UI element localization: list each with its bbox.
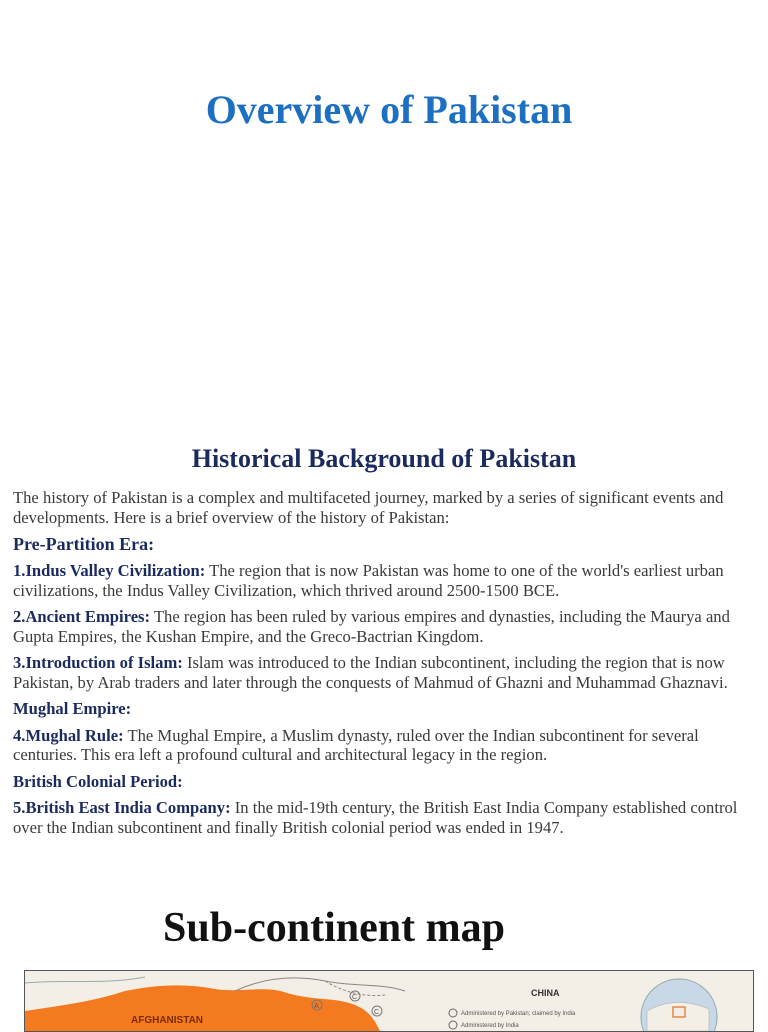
afghanistan-label: AFGHANISTAN xyxy=(131,1015,204,1026)
intro-paragraph: The history of Pakistan is a complex and multifaceted journey, marked by a series of significant events and developments. Here is a brief overview of the history of Pakistan: xyxy=(13,488,724,527)
map-graphic xyxy=(25,971,753,1031)
item-label: 1.Indus Valley Civilization: xyxy=(13,561,206,580)
list-item xyxy=(13,798,755,837)
map-title: Sub-continent map xyxy=(163,905,505,951)
list-item xyxy=(13,607,755,646)
era-heading-mughal: Mughal Empire: xyxy=(13,699,132,718)
item-label: 4.Mughal Rule: xyxy=(13,725,124,745)
subcontinent-map xyxy=(24,970,754,1032)
legend-b-text: Administered by India xyxy=(461,1023,519,1029)
marker-a-letter: A xyxy=(314,1003,319,1010)
era-heading-british: British Colonial Period: xyxy=(13,771,183,791)
era-heading-pre-partition: Pre-Partition Era: xyxy=(13,534,155,554)
item-text: The region that is now Pakistan was home to one of the world's earliest urban civilizations, the Indus Valley Civilization, which thrived around 2500-1500 BCE. xyxy=(13,561,724,600)
list-item xyxy=(13,726,755,765)
section-heading: Historical Background of Pakistan xyxy=(191,444,577,473)
item-text: In the mid-19th century, the British East India Company established control over the Indian subcontinent and finally British colonial period was ended in 1947. xyxy=(13,798,738,837)
history-content xyxy=(13,488,755,844)
page-title: Overview of Pakistan xyxy=(205,87,573,132)
item-label: 5.British East India Company: xyxy=(13,798,231,817)
marker-c2-letter: C xyxy=(374,1009,380,1016)
item-text: The region has been ruled by various empires and dynasties, including the Maurya and Gupta Empires, the Kushan Empire, and the Greco-Bactrian Kingdom. xyxy=(13,607,730,646)
list-item xyxy=(13,561,755,600)
legend-a-text: Administered by Pakistan; claimed by India xyxy=(461,1011,576,1017)
list-item xyxy=(13,653,755,692)
marker-c-letter: C xyxy=(352,994,358,1001)
item-label: 2.Ancient Empires: xyxy=(13,607,151,626)
china-label: CHINA xyxy=(531,988,560,998)
item-text: The Mughal Empire, a Muslim dynasty, ruled over the Indian subcontinent for several centuries. This era left a profound cultural and architectural legacy in the region. xyxy=(13,725,699,764)
item-label: 3.Introduction of Islam: xyxy=(13,653,183,672)
item-text: Islam was introduced to the Indian subcontinent, including the region that is now Pakistan, by Arab traders and later through the conquests of Mahmud of Ghazni and Muhammad Ghaznavi. xyxy=(13,653,728,692)
